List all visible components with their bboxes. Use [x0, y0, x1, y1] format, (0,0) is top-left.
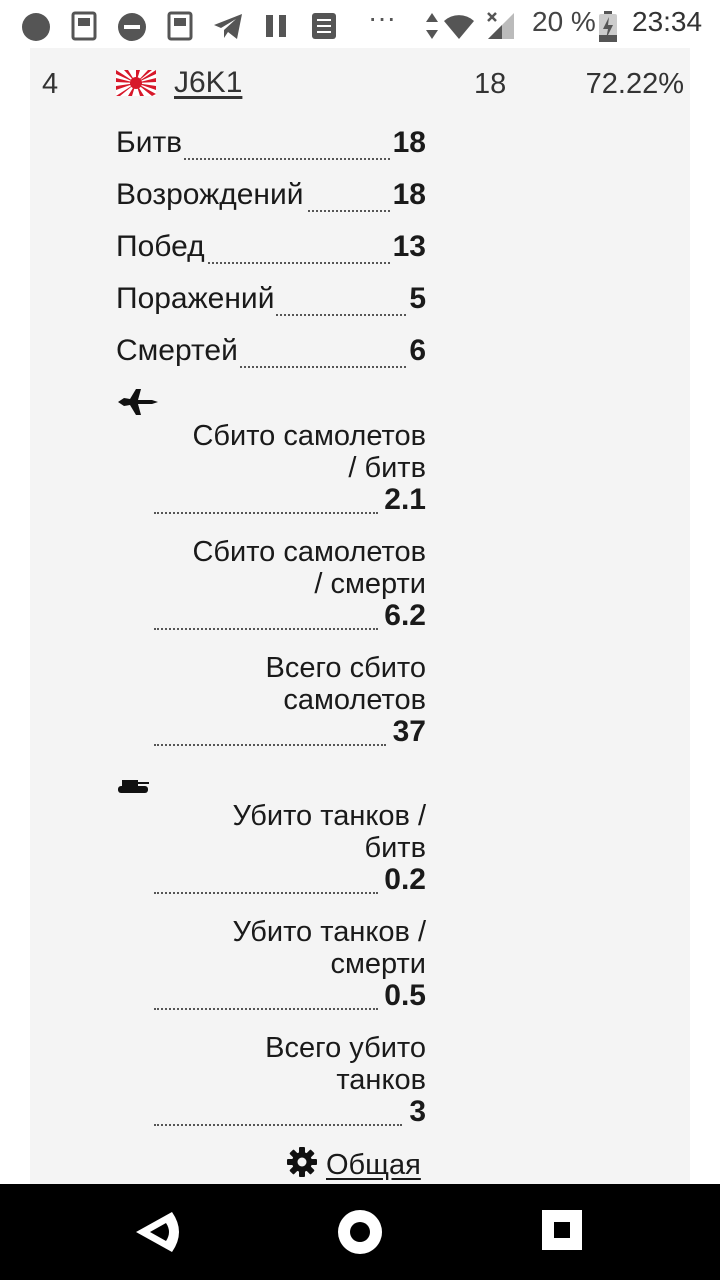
air-kills-total — [154, 652, 426, 748]
stat-victories — [116, 228, 426, 268]
battery-percent: 20 % — [532, 6, 596, 37]
air-kills-per-battle — [154, 420, 426, 516]
dictionary-app-icon — [70, 11, 98, 41]
rank-number: 4 — [42, 68, 59, 100]
wifi-icon — [442, 11, 476, 41]
telegram-icon — [212, 11, 244, 41]
stat-respawns — [116, 176, 426, 216]
ratio-label-line1: Всего убито — [265, 1032, 426, 1064]
stat-value: 18 — [391, 176, 426, 214]
ratio-value: 3 — [409, 1095, 426, 1128]
ground-kills-per-death — [154, 916, 426, 1012]
tank-icon — [116, 774, 150, 796]
clock: 23:34 — [632, 6, 703, 37]
vehicle-name-link[interactable]: J6K1 — [174, 66, 243, 99]
ratio-value: 2.1 — [384, 483, 426, 516]
navigation-bar — [0, 1184, 720, 1280]
battery-charging-icon — [598, 11, 618, 43]
cell-signal-icon — [484, 11, 518, 41]
ratio-label-line2: самолетов — [283, 684, 426, 716]
general-link-label[interactable]: Общая — [326, 1149, 421, 1181]
vehicle-row[interactable] — [30, 48, 690, 120]
stat-battles — [116, 124, 426, 164]
ratio-label-line2: танков — [336, 1064, 426, 1096]
pause-icon — [262, 11, 290, 41]
more-notifications-icon: ··· — [368, 2, 396, 33]
ratio-value: 0.2 — [384, 863, 426, 896]
ratio-label-line2: смерти — [330, 948, 426, 980]
ratio-label-line2: / битв — [348, 452, 426, 484]
ratio-value: 0.5 — [384, 979, 426, 1012]
stat-label: Побед — [116, 228, 207, 266]
stat-label: Битв — [116, 124, 184, 162]
stat-value: 13 — [391, 228, 426, 266]
japan-rising-sun-flag-icon — [116, 70, 156, 96]
stat-label: Возрождений — [116, 176, 306, 214]
stat-value: 18 — [391, 124, 426, 162]
back-button[interactable] — [132, 1208, 188, 1256]
ratio-label-line1: Убито танков / — [232, 800, 426, 832]
do-not-disturb-icon — [116, 11, 148, 43]
data-transfer-icon — [424, 11, 440, 41]
ratio-label-line1: Сбито самолетов — [192, 536, 426, 568]
stat-value: 6 — [407, 332, 426, 370]
notification-dot-icon — [20, 11, 52, 43]
general-stats-link[interactable] — [286, 1146, 421, 1182]
status-bar — [0, 0, 720, 48]
vehicle-stats-panel — [30, 48, 690, 1184]
ratio-label-line1: Убито танков / — [232, 916, 426, 948]
ratio-label-line1: Всего сбито — [265, 652, 426, 684]
win-rate: 72.22% — [585, 68, 684, 100]
ratio-label-line2: битв — [364, 832, 426, 864]
stat-label: Смертей — [116, 332, 240, 370]
stat-deaths — [116, 332, 426, 372]
ratio-label-line2: / смерти — [314, 568, 426, 600]
gear-icon — [286, 1146, 318, 1178]
notes-icon — [310, 11, 338, 41]
jet-fighter-icon — [116, 386, 160, 418]
recent-apps-button[interactable] — [542, 1208, 582, 1252]
ground-kills-total — [154, 1032, 426, 1128]
ratio-label-line1: Сбито самолетов — [192, 420, 426, 452]
air-kills-per-death — [154, 536, 426, 632]
ratio-value: 6.2 — [384, 599, 426, 632]
stat-value: 5 — [407, 280, 426, 318]
battles-count: 18 — [474, 68, 507, 100]
stat-defeats — [116, 280, 426, 320]
home-button[interactable] — [336, 1208, 384, 1256]
ratio-value: 37 — [392, 715, 426, 748]
dictionary-app-icon-2 — [166, 11, 194, 41]
ground-kills-per-battle — [154, 800, 426, 896]
stat-label: Поражений — [116, 280, 276, 318]
